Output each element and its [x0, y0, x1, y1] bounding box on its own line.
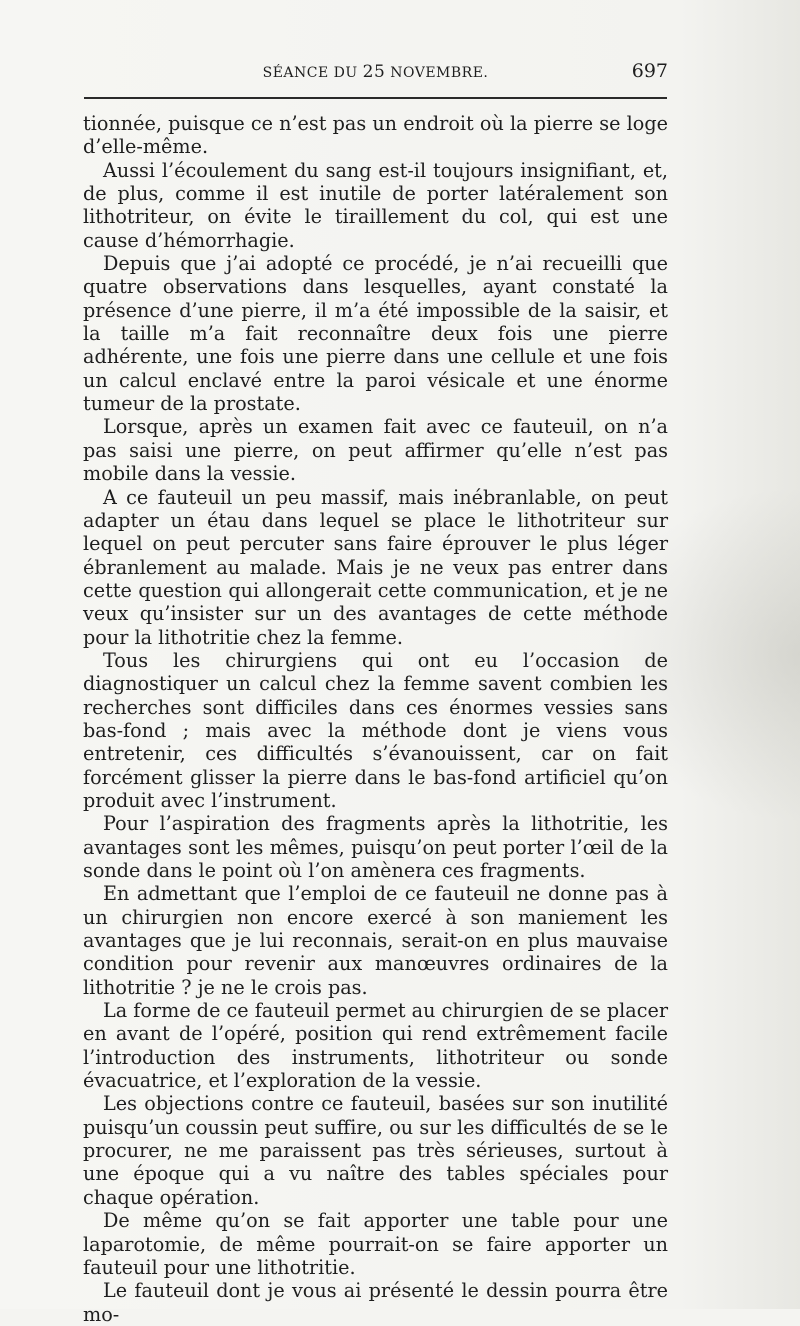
paragraph: La forme de ce fauteuil permet au chirurgien de se placer en avant de l’opéré, position qui rend extrêmement facile l’introduction des instruments, lithotriteur ou sonde évacuatrice, et l’exploration de la vessie.	[83, 999, 668, 1093]
paragraph: Pour l’aspiration des fragments après la lithotritie, les avantages sont les mêmes, puisqu’on peut porter l’œil de la sonde dans le point où l’on amènera ces fragments.	[83, 812, 668, 882]
page-number: 697	[631, 60, 668, 82]
paragraph: Tous les chirurgiens qui ont eu l’occasion de diagnostiquer un calcul chez la femme savent combien les recherches sont difficiles dans ces énormes vessies sans bas-fond ; mais avec la méthode dont je viens vous entretenir, ces difficultés s’évanouissent, car on fait forcément glisser la pierre dans le bas-fond artificiel qu’on produit avec l’instrument.	[83, 648, 668, 812]
running-title-day: 25	[362, 62, 386, 82]
running-title-month: NOVEMBRE.	[390, 65, 489, 81]
paragraph: A ce fauteuil un peu massif, mais inébranlable, on peut adapter un étau dans lequel se place le lithotriteur sur lequel on peut percuter sans faire éprouver le plus léger ébranlement au malade. Mais je ne veux pas entrer dans cette question qui allongerait cette communication, et je ne veux qu’insister sur un des avantages de cette méthode pour la lithotritie chez la femme.	[83, 485, 668, 649]
paragraph: tionnée, puisque ce n’est pas un endroit où la pierre se loge d’elle-même.	[83, 112, 668, 159]
header-rule	[84, 97, 667, 99]
page-header	[83, 62, 668, 88]
running-title-prefix: SÉANCE DU	[262, 65, 358, 81]
paragraph: En admettant que l’emploi de ce fauteuil ne donne pas à un chirurgien non encore exercé à son maniement les avantages que je lui reconnais, serait-on en plus mauvaise condition pour revenir aux manœuvres ordinaires de la lithotritie ? je ne le crois pas.	[83, 882, 668, 999]
running-title	[83, 62, 668, 82]
body-text	[83, 112, 668, 1326]
paragraph: Lorsque, après un examen fait avec ce fauteuil, on n’a pas saisi une pierre, on peut affirmer qu’elle n’est pas mobile dans la vessie.	[83, 415, 668, 486]
paragraph: De même qu’on se fait apporter une table pour une laparotomie, de même pourrait-on se faire apporter un fauteuil pour une lithotritie.	[83, 1209, 668, 1279]
paragraph: Les objections contre ce fauteuil, basées sur son inutilité puisqu’un coussin peut suffire, ou sur les difficultés de se le procurer, ne me paraissent pas très sérieuses, surtout à une époque qui a vu naître des tables spéciales pour chaque opération.	[83, 1092, 668, 1209]
paragraph: Le fauteuil dont je vous ai présenté le dessin pourra être mo-	[83, 1279, 668, 1326]
paragraph: Depuis que j’ai adopté ce procédé, je n’ai recueilli que quatre observations dans lesquelles, ayant constaté la présence d’une pierre, il m’a été impossible de la saisir, et la taille m’a fait reconnaître deux fois une pierre adhérente, une fois une pierre dans une cellule et une fois un calcul enclavé entre la paroi vésicale et une énorme tumeur de la prostate.	[83, 252, 668, 416]
paragraph: Aussi l’écoulement du sang est-il toujours insignifiant, et, de plus, comme il est inutile de porter latéralement son lithotriteur, on évite le tiraillement du col, qui est une cause d’hémorrhagie.	[83, 158, 668, 252]
